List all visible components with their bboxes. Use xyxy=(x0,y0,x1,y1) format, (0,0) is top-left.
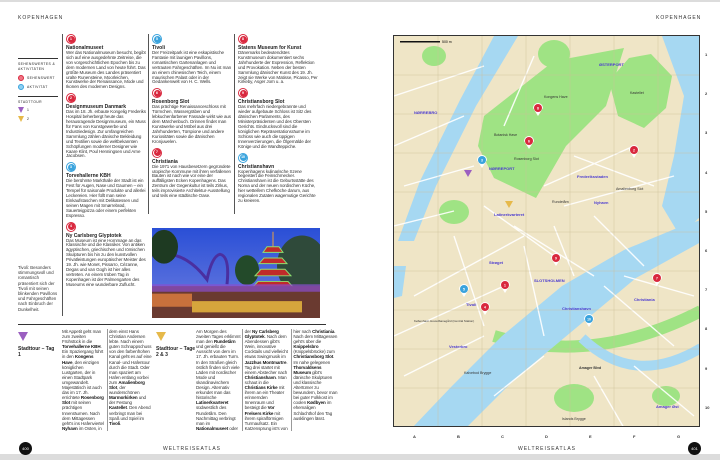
grid-col-label: B xyxy=(457,434,460,439)
tour1-triangle-icon xyxy=(18,107,24,113)
tour2-triangle-icon xyxy=(156,332,166,341)
item-text: Die 1971 von Hausbesetzern gegründete utopische Kommune mit ihren verfallenen Bauten ist nach wie vor eine der auffälligsten Ecken Kopenhagens. Das Zentrum der Gegenkultur ist teils Zirkus, teils improvisierte Architektur-Ausstellung und teils eine städtische Oase. xyxy=(152,163,231,199)
item-text: Das Museum ist eine Hommage an das Klassische und die Klassiker. Von antiken ägyptischen, griechischen und römischen Skulpturen bis hin zu den kunstvollen Privatleistungen europäischer Meister des 19. Jh. wie Monet, Pissarro, Cézanne, Degas und van Gogh ist hier alles vertreten. An einem trüben Tag in Kopenhagen ist der Palmengarten des Museums eine wunderbare Zuflucht. xyxy=(66,237,146,287)
tour-text-segment: . Im nahe gelegenen xyxy=(293,354,335,365)
item-4 xyxy=(66,222,146,288)
tour2-label xyxy=(156,332,196,358)
tour2-triangle-icon xyxy=(18,116,24,122)
tour-highlight: Rosenborg Slot xyxy=(62,395,104,406)
map-label: Islands Brygge xyxy=(562,417,586,421)
grid-row-label: 5 xyxy=(705,208,708,214)
tour1-label xyxy=(18,332,58,358)
footer-title: WELTREISEATLAS xyxy=(163,446,221,452)
tour-text-segment: oder der xyxy=(228,329,253,431)
running-head: KOPENHAGEN xyxy=(18,15,64,21)
tour-highlight: Christianshavn xyxy=(244,374,276,380)
tour-text-segment: . Den Abend verbringt man bei Spaß und Spiel im xyxy=(109,405,151,421)
sight-number-icon: 6 xyxy=(152,88,162,98)
item-title: Christiansborg Slot xyxy=(238,99,285,106)
item-text: Das prächtige Renaissanceschloss mit Türmchen, Wassergräben und lebkuchenfarbener Fassade wirkt wie aus dem Märchenbuch. Drinnen findet man Kunstwerke und Möbel aus drei Jahrhunderten, Türspione und andere Kuriositäten sowie die dänischen Kronjuwelen. xyxy=(152,104,231,144)
item-title: Torvehallerne KBH xyxy=(66,173,111,180)
legend xyxy=(18,58,58,125)
item-8 xyxy=(238,34,318,85)
tour-highlight: Thorvaldsens Museum xyxy=(293,364,322,375)
legend-sight: SEHENSWERT xyxy=(27,76,55,80)
tour1-text xyxy=(62,329,152,431)
activity-number-icon: 3 xyxy=(66,162,76,172)
grid-col-label: C xyxy=(501,434,504,439)
map-label: Latinerkvarteret xyxy=(494,212,525,217)
grid-col-label: E xyxy=(589,434,592,439)
tour-highlight: Jazzhus Montmartre xyxy=(244,359,287,365)
scale-label: 500 m xyxy=(442,40,452,44)
sight-number-icon: 9 xyxy=(238,88,248,98)
scale-bar xyxy=(400,40,452,44)
item-title: Nationalmuseet xyxy=(66,45,104,51)
tour-text-segment: Mit Appetit geht man zum zweiten Frühstück in die xyxy=(62,329,102,345)
tour-text-segment: und genießt die Aussicht von dem im 17. Jh. erbauten Turm. In den Straßen gleich östlich finden sich viele Läden mit nordischer Mode und skandinavischem Design. Alternativ erkundet man das historische xyxy=(196,344,240,401)
item-text: Das mehrfach niedergebrannte und wieder aufgebaute Schloss ist Sitz des dänischen Parlaments, des Ministerpräsidenten und des Obersten Gerichts. Eindrucksvoll sind die königlichen Repräsentationsräume im Schloss wie auch die üppigen Innenverzierungen, die Ölgemälde der Könige und die Wandteppiche. xyxy=(238,104,312,149)
tour1-title: Stadttour – Tag 1 xyxy=(18,346,55,358)
map-pin-5[interactable] xyxy=(459,284,469,297)
item-10 xyxy=(238,153,318,204)
map-pin-9[interactable] xyxy=(551,253,561,266)
map-pin-4[interactable] xyxy=(480,302,490,315)
tour-text-segment: . Ein Spaziergang führt in den xyxy=(62,344,104,360)
tour1-triangle-icon xyxy=(18,332,28,341)
item-6 xyxy=(152,88,232,144)
margin-note: Tivoli: Besonders stimmungsvoll und romantisch präsentiert sich der Tivoli mit seinen blinkenden Pavillons und Fahrgeschäften nach Einbruch der Dunkelheit. xyxy=(18,265,58,312)
footer-title: WELTREISEATLAS xyxy=(518,446,576,452)
grid-row-label: 2 xyxy=(705,91,708,97)
column-2 xyxy=(148,34,232,214)
svg-text:10: 10 xyxy=(587,317,591,322)
left-page xyxy=(0,2,360,454)
map-label: Tivoli xyxy=(466,302,477,307)
grid-col-label: F xyxy=(633,434,636,439)
svg-text:7: 7 xyxy=(656,276,658,281)
tour-highlight: Amalienborg Slot xyxy=(109,379,145,391)
activity-number-icon: 10 xyxy=(238,153,248,163)
map-label: Vesterbro xyxy=(449,344,468,349)
map-pin-1[interactable] xyxy=(500,280,510,293)
tour-highlight: Christiansborg Slot xyxy=(293,354,334,360)
item-title: Christianshavn xyxy=(238,163,275,170)
item-title: Rosenborg Slot xyxy=(152,99,190,106)
map-label: ØSTERPORT xyxy=(599,62,624,67)
tour-highlight: Kastellet xyxy=(109,405,127,411)
svg-text:4: 4 xyxy=(484,305,486,310)
tour-text-segment: Am Morgen des zweiten Tages erklimmt man den xyxy=(196,329,241,345)
map-label: Christiania xyxy=(634,297,655,302)
map-label: Kastellet xyxy=(630,91,644,95)
grid-col-label: A xyxy=(413,434,416,439)
tour-text-segment: . Man schaut in die xyxy=(244,374,287,385)
tour-text-segment: mit ihrem an ein Theater erinnernden Innenraum und besteigt die xyxy=(244,385,285,411)
item-text: Dänemarks bedeutendstes Kunstmuseum dokumentiert sechs Jahrhunderte der Expression, Reflektion und Provokation. Neben der besten Sammlung dänischer Kunst des 19. Jh. zeigt sie Werke von Matisse, Picasso, Per Kirkeby, Asger Jorn u. a. xyxy=(238,50,318,85)
item-5 xyxy=(152,34,232,85)
tour-highlight: Christiania xyxy=(312,329,335,334)
item-title: Statens Museum for Kunst xyxy=(238,45,302,51)
tour-highlight: Latinerkvarteret xyxy=(196,400,229,406)
map-label: Amalienborg Slot xyxy=(616,187,644,191)
map-label: SLOTSHOLMEN xyxy=(534,278,565,283)
activity-marker-icon xyxy=(18,84,24,90)
item-title: Tivoli xyxy=(152,45,165,51)
item-text: Der Freizeitpark ist eine eskapistische Fantasie mit launigen Pavillons, romantischen Gartenanlagen und vertrauten Fahrgeschäften. Im Nu ist man an einem chinesischen Teich, einem maurischen Palast oder in der Gedankenwelt von H. C. Wells. xyxy=(152,50,232,85)
tour2-map-triangle xyxy=(505,201,513,208)
sight-number-icon: 7 xyxy=(152,148,162,158)
item-3 xyxy=(66,162,146,218)
map-label: Nyhavn xyxy=(594,200,609,205)
grid-col-label: D xyxy=(545,434,548,439)
tour-highlight: Knippelsbro xyxy=(293,344,319,350)
svg-text:1: 1 xyxy=(504,283,506,288)
svg-text:2: 2 xyxy=(633,148,635,153)
item-title: Ny Carlsberg Glyptotek xyxy=(66,232,122,239)
map-label: NØRREPORT xyxy=(489,166,515,171)
grid-row-label: 1 xyxy=(705,52,708,57)
column-3 xyxy=(234,34,318,214)
map-label: Christianshavn xyxy=(562,306,591,311)
tour-highlight: Nationalmuseet xyxy=(196,425,229,431)
tour-text-segment: , den einzigen königlichen Lustgarten, der in einen Stadtpark umgewandelt. Majestätisch ist auch das im 17. Jh. errichtete xyxy=(62,359,102,401)
legend-tour2: 2 xyxy=(27,117,30,121)
grid-row-label: 6 xyxy=(705,248,708,253)
grid-row-label: 8 xyxy=(705,326,708,332)
item-9 xyxy=(238,88,318,149)
tour-highlight: Ny Carlsberg Glyptotek xyxy=(244,329,279,340)
tour-highlight: Kongens Have xyxy=(62,354,94,365)
map-label: Amager Blvd xyxy=(579,366,602,370)
map-label: Rosenborg Slot xyxy=(514,157,539,161)
tour-highlight: Nyhavn xyxy=(62,425,78,431)
tour2-title: Stadttour – Tage 2 & 3 xyxy=(156,346,196,358)
tour-highlight: Rundetårn xyxy=(213,339,236,345)
tour-text-segment: und der Festung xyxy=(109,395,146,406)
svg-text:5: 5 xyxy=(463,287,465,292)
map-label: Kongens Have xyxy=(544,95,568,99)
map-pin-10[interactable] xyxy=(584,314,594,327)
page-number: 400 xyxy=(19,442,32,455)
tour-highlight: Vor Frelsers Kirke xyxy=(244,405,275,416)
sight-number-icon: 8 xyxy=(238,34,248,44)
grid-row-label: 3 xyxy=(705,130,708,136)
legend-heading: SEHENSWERTES & AKTIVITÄTEN xyxy=(18,62,56,71)
svg-text:8: 8 xyxy=(537,106,539,111)
grid-row-label: 10 xyxy=(705,404,710,410)
page-number: 401 xyxy=(688,442,701,455)
tour-highlight: Marmorkirken xyxy=(109,395,138,401)
tour-text-segment: im Osten, in dem einst Hans Christian Andersen lebte. Nach einem guten Schnappschuss von den farbenfrohen Kanal geht es auf eine Kanal- und Hafentour durch die Stadt. Oder man spaziert am Hafen entlang vorbei zum xyxy=(77,329,152,431)
tour-highlight: Torvehallerne KBH xyxy=(62,344,101,350)
tour1-map-triangle xyxy=(464,170,472,177)
tour-text-segment: mit seinen prächtigen Innenräumen. Nach dem Mittagessen geht's ins Hafenviertel xyxy=(62,400,104,426)
tour-highlight: Kødbyen xyxy=(307,400,326,406)
tour2-text xyxy=(196,329,338,431)
item-7 xyxy=(152,148,232,199)
item-1 xyxy=(66,34,146,90)
tour-divider xyxy=(18,324,326,325)
map-label: Botanisk Have xyxy=(494,133,518,137)
sight-number-icon: 2 xyxy=(66,93,76,103)
tivoli-photo xyxy=(152,228,320,318)
legend-tour1: 1 xyxy=(27,108,30,112)
tour-text-segment: , der wunderschönen xyxy=(109,385,140,396)
item-2 xyxy=(66,93,146,159)
legend-heading: STADTTOUR xyxy=(18,100,43,104)
tour-text-segment: im ehemaligen Schlachthof den Tag ausklingen lässt. xyxy=(293,400,333,421)
right-page xyxy=(360,2,720,454)
grid-row-label: 9 xyxy=(705,365,708,371)
tour-highlight: Tivoli xyxy=(109,420,121,426)
grid-row-label: 7 xyxy=(705,287,708,293)
map-pin-3[interactable] xyxy=(477,155,487,168)
sight-number-icon: 4 xyxy=(66,222,76,232)
tour-text-segment: (Knippelsbrücke) zum xyxy=(293,349,335,355)
svg-text:9: 9 xyxy=(555,256,557,261)
item-text: Kopenhagens kulinarische Szene begeistert die Feinschmecker. Christianshavn ist die Geburtsstätte des Noma und der neuen nordischen Küche, hier wetteifern Chefköche darum, aus regionalen Zutaten wagemutige Gerichte zu kreieren. xyxy=(238,168,316,203)
grid-row-label: 4 xyxy=(705,169,708,175)
map-label: Rundetårn xyxy=(552,200,569,204)
map-label: København Hovedbanegård (Central Station) xyxy=(414,319,475,323)
svg-text:6: 6 xyxy=(528,139,530,144)
column-1 xyxy=(62,34,146,316)
item-title: Designmuseum Danmark xyxy=(66,104,127,111)
map-label: Strøget xyxy=(489,260,503,265)
sight-marker-icon xyxy=(18,75,24,81)
svg-text:3: 3 xyxy=(481,158,483,163)
item-text: Die berühmte Markthalle der Stadt ist ein Fest für Augen, Nase und Gaumen – ein Tempel für saisonale Produkte und allerlei Leckereien. Hier füllt man seine Einkaufstaschen mit Delikatessen und seinen Magen mit Smørrebrød, Sauerteigpizza oder einem perfekten Espresso. xyxy=(66,178,146,218)
city-map[interactable] xyxy=(393,35,700,427)
map-label: Frederiksstaden xyxy=(577,174,608,179)
activity-number-icon: 5 xyxy=(152,34,162,44)
map-pin-2[interactable] xyxy=(629,145,639,158)
item-text: Wer das Nationalmuseum besucht, begibt sich auf eine ausgedehnte Zeitreise, die von vorgeschichtlichen Epochen bis zu dem modernen Land von heute führt. Das größte Museum des Landes präsentiert uralte Runensteine, Moorleichen, Kunstwerke der Renaissance, Mode und Ikonen des modernen Designs. xyxy=(66,50,146,90)
tour-text-segment: . xyxy=(120,420,122,426)
tour-highlight: Christians Kirke xyxy=(244,385,278,391)
grid-col-label: G xyxy=(677,434,681,439)
item-text: Das im 18. Jh. erbaute Kongelig Frederiks Hospital beherbergt heute das herausragende Designmuseum, ein Muss für Fans von Kunstgewerbe und Industriedesign. Zur umfangreichen Sammlung zählen dänische Bekleidung und Textilien sowie die weltbekannten Schöpfungen moderner Designer wie Kaare Klint, Poul Henningsen und Arne Jacobsen. xyxy=(66,109,146,159)
tour-text-segment: gibt's dänische Skulpturen und klassische Altertümer zu bewundern, bevor man bei guter Folkkost im coolen xyxy=(293,369,338,406)
tour-text-segment: . Tag drei startet mit einem Abstecher nach xyxy=(244,359,288,375)
tour-text-segment: . Nach dem Mittagessen geht's über die xyxy=(293,329,338,345)
legend-activity: AKTIVITÄT xyxy=(27,85,48,89)
map-label: NØRREBRO xyxy=(414,110,438,115)
tour-text-segment: südwestlich des Rundetårn. Den Nachmittag verbringt man im xyxy=(196,405,236,426)
tour-text-segment: mit ihrem spiralförmigen Turmaufsatz. Ein Katzensprung ist's von hier nach xyxy=(244,329,313,431)
sight-number-icon: 1 xyxy=(66,34,76,44)
running-head: KOPENHAGEN xyxy=(656,15,702,21)
map-label: Kalvebod Brygge xyxy=(464,371,492,375)
item-title: Christiania xyxy=(152,158,178,165)
map-label: Amager Øst xyxy=(656,404,679,409)
tour-text-segment: . Nach dem Abendessen gibt's Wein, innovative Cocktails und vielleicht etwas Swingmusik im xyxy=(244,334,288,360)
